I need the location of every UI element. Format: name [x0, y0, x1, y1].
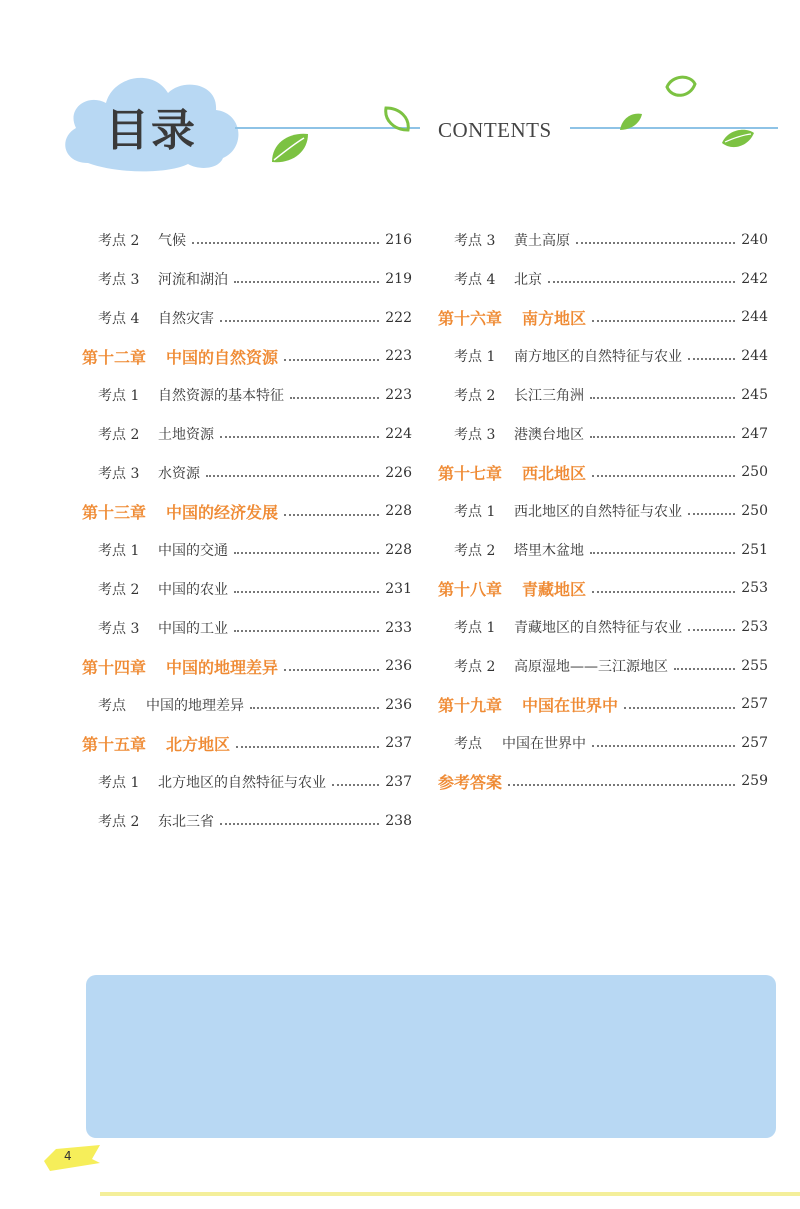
page-ref: 233	[385, 619, 412, 636]
section-title: 北方地区的自然特征与农业	[158, 774, 326, 791]
toc-section-row[interactable]	[438, 607, 768, 646]
page-ref: 222	[385, 309, 412, 326]
leader-dots	[674, 667, 735, 670]
section-label: 考点 3	[454, 232, 496, 249]
page-ref: 250	[741, 464, 768, 480]
section-label: 考点 2	[454, 658, 496, 675]
toc-section-row[interactable]	[82, 530, 412, 569]
page-ref: 251	[741, 541, 768, 558]
toc-section-row[interactable]	[82, 801, 412, 840]
section-title: 塔里木盆地	[514, 542, 584, 559]
toc-chapter-row[interactable]	[82, 724, 412, 762]
chapter-title: 北方地区	[166, 734, 231, 754]
section-title: 东北三省	[158, 813, 214, 830]
toc-section-row[interactable]	[438, 336, 768, 375]
leaf-icon	[720, 125, 756, 151]
toc-section-row[interactable]	[438, 491, 768, 530]
section-label: 考点 2	[98, 813, 140, 830]
section-title: 长江三角洲	[514, 387, 584, 404]
page-ref: 237	[385, 773, 412, 790]
leader-dots	[234, 590, 379, 593]
toc-section-row[interactable]	[438, 530, 768, 569]
chapter-title: 中国在世界中	[522, 695, 619, 715]
section-label: 考点 1	[454, 348, 496, 365]
section-label: 考点 3	[98, 465, 140, 482]
toc-section-row[interactable]	[82, 259, 412, 298]
section-title: 北京	[514, 271, 542, 288]
chapter-number: 第十三章	[82, 502, 147, 522]
leader-dots	[688, 357, 735, 360]
section-title: 水资源	[158, 465, 200, 482]
section-title: 西北地区的自然特征与农业	[514, 503, 682, 520]
toc-section-row[interactable]	[82, 685, 412, 724]
chapter-title: 中国的自然资源	[166, 347, 279, 367]
page-number-badge	[42, 1143, 102, 1173]
leader-dots	[250, 706, 379, 709]
header	[0, 0, 800, 190]
section-label: 考点 1	[98, 542, 140, 559]
page-ref: 226	[385, 464, 412, 481]
leader-dots	[290, 396, 379, 399]
leader-dots	[592, 474, 735, 477]
chapter-number: 第十六章	[438, 308, 503, 328]
section-label: 考点 2	[98, 581, 140, 598]
chapter-number: 第十八章	[438, 579, 503, 599]
highlight-shape	[42, 1143, 102, 1173]
page-ref: 216	[385, 231, 412, 248]
page-ref: 236	[385, 696, 412, 713]
chapter-number: 第十九章	[438, 695, 503, 715]
leader-dots	[590, 551, 735, 554]
page-ref: 228	[385, 503, 412, 519]
leader-dots	[220, 435, 379, 438]
leader-dots	[220, 822, 379, 825]
section-title: 土地资源	[158, 426, 214, 443]
section-title: 气候	[158, 232, 186, 249]
page-ref: 228	[385, 541, 412, 558]
section-title: 中国的交通	[158, 542, 228, 559]
page-ref: 238	[385, 812, 412, 829]
toc-chapter-row[interactable]	[438, 569, 768, 607]
toc-chapter-row[interactable]	[438, 685, 768, 723]
toc-section-row[interactable]	[82, 762, 412, 801]
leader-dots	[592, 744, 735, 747]
section-label: 考点 2	[98, 426, 140, 443]
chapter-title: 南方地区	[522, 308, 587, 328]
section-title: 南方地区的自然特征与农业	[514, 348, 682, 365]
chapter-number: 第十五章	[82, 734, 147, 754]
toc-section-row[interactable]	[82, 608, 412, 647]
toc-chapter-row[interactable]	[82, 337, 412, 375]
page-ref: 236	[385, 658, 412, 674]
page-ref: 257	[741, 696, 768, 712]
leader-dots	[688, 512, 735, 515]
section-label: 考点	[98, 697, 126, 714]
toc-chapter-row[interactable]	[438, 298, 768, 336]
page-number: 4	[64, 1149, 72, 1163]
section-title: 河流和湖泊	[158, 271, 228, 288]
leader-dots	[206, 474, 379, 477]
toc-right-column	[438, 220, 768, 800]
toc-left-column	[82, 220, 412, 840]
section-title: 自然灾害	[158, 310, 214, 327]
leader-dots	[508, 783, 735, 786]
leaf-icon	[268, 130, 312, 166]
page-ref: 253	[741, 580, 768, 596]
leader-dots	[284, 513, 379, 516]
toc-section-row[interactable]	[438, 646, 768, 685]
toc-section-row[interactable]	[82, 298, 412, 337]
page-ref: 240	[741, 231, 768, 248]
leader-dots	[332, 783, 379, 786]
leader-dots	[624, 706, 735, 709]
leader-dots	[234, 629, 379, 632]
section-label: 考点 3	[98, 620, 140, 637]
leader-dots	[548, 280, 735, 283]
section-label: 考点 1	[98, 387, 140, 404]
page-ref: 245	[741, 386, 768, 403]
chapter-number: 第十七章	[438, 463, 503, 483]
leader-dots	[234, 551, 379, 554]
leaf-icon	[618, 110, 644, 132]
toc-section-row[interactable]	[438, 220, 768, 259]
page-ref: 224	[385, 425, 412, 442]
leaf-icon	[382, 106, 412, 132]
section-title: 黄土高原	[514, 232, 570, 249]
toc-chapter-row[interactable]	[438, 453, 768, 491]
section-label: 考点 4	[98, 310, 140, 327]
section-label: 考点 1	[454, 619, 496, 636]
page-ref: 237	[385, 735, 412, 751]
chapter-title: 西北地区	[522, 463, 587, 483]
page-ref: 247	[741, 425, 768, 442]
page-ref: 250	[741, 502, 768, 519]
section-label: 考点 3	[98, 271, 140, 288]
chapter-number: 第十四章	[82, 657, 147, 677]
section-label: 考点 3	[454, 426, 496, 443]
section-title: 中国在世界中	[502, 735, 586, 752]
chapter-title: 参考答案	[438, 772, 503, 792]
page-title: 目录	[105, 105, 197, 156]
leader-dots	[234, 280, 379, 283]
leader-dots	[688, 628, 735, 631]
page-ref: 223	[385, 348, 412, 364]
page-ref: 255	[741, 657, 768, 674]
bottom-line	[100, 1192, 800, 1196]
page-ref: 242	[741, 270, 768, 287]
page-ref: 223	[385, 386, 412, 403]
page-ref: 257	[741, 734, 768, 751]
toc-chapter-row[interactable]	[82, 647, 412, 685]
leader-dots	[590, 435, 735, 438]
page-ref: 253	[741, 618, 768, 635]
leader-dots	[592, 590, 735, 593]
section-title: 高原湿地——三江源地区	[514, 658, 668, 675]
toc-section-row[interactable]	[438, 259, 768, 298]
toc-section-row[interactable]	[438, 375, 768, 414]
leader-dots	[284, 668, 379, 671]
toc-section-row[interactable]	[82, 453, 412, 492]
page-ref: 259	[741, 773, 768, 789]
toc-section-row[interactable]	[82, 375, 412, 414]
toc-section-row[interactable]	[82, 569, 412, 608]
section-label: 考点 1	[454, 503, 496, 520]
page-ref: 244	[741, 309, 768, 325]
section-label: 考点 2	[454, 542, 496, 559]
section-title: 港澳台地区	[514, 426, 584, 443]
page-ref: 231	[385, 580, 412, 597]
section-title: 中国的农业	[158, 581, 228, 598]
page-ref: 219	[385, 270, 412, 287]
leader-dots	[592, 319, 735, 322]
toc-section-row[interactable]	[82, 220, 412, 259]
section-title: 中国的工业	[158, 620, 228, 637]
section-label: 考点 2	[454, 387, 496, 404]
toc-section-row[interactable]	[82, 414, 412, 453]
chapter-number: 第十二章	[82, 347, 147, 367]
leader-dots	[236, 745, 379, 748]
leader-dots	[284, 358, 379, 361]
chapter-title: 中国的经济发展	[166, 502, 279, 522]
contents-label: CONTENTS	[438, 118, 552, 142]
toc-section-row[interactable]	[438, 414, 768, 453]
chapter-title: 中国的地理差异	[166, 657, 279, 677]
section-title: 青藏地区的自然特征与农业	[514, 619, 682, 636]
page-ref: 244	[741, 347, 768, 364]
chapter-title: 青藏地区	[522, 579, 587, 599]
notes-box	[86, 975, 776, 1138]
toc-chapter-row[interactable]	[438, 762, 768, 800]
leader-dots	[576, 241, 735, 244]
leader-dots	[590, 396, 735, 399]
leader-dots	[192, 241, 379, 244]
section-label: 考点 4	[454, 271, 496, 288]
leader-dots	[220, 319, 379, 322]
section-title: 中国的地理差异	[146, 697, 244, 714]
toc-section-row[interactable]	[438, 723, 768, 762]
leaf-icon	[664, 72, 698, 102]
section-label: 考点 1	[98, 774, 140, 791]
section-label: 考点	[454, 735, 482, 752]
toc-chapter-row[interactable]	[82, 492, 412, 530]
section-title: 自然资源的基本特征	[158, 387, 284, 404]
section-label: 考点 2	[98, 232, 140, 249]
